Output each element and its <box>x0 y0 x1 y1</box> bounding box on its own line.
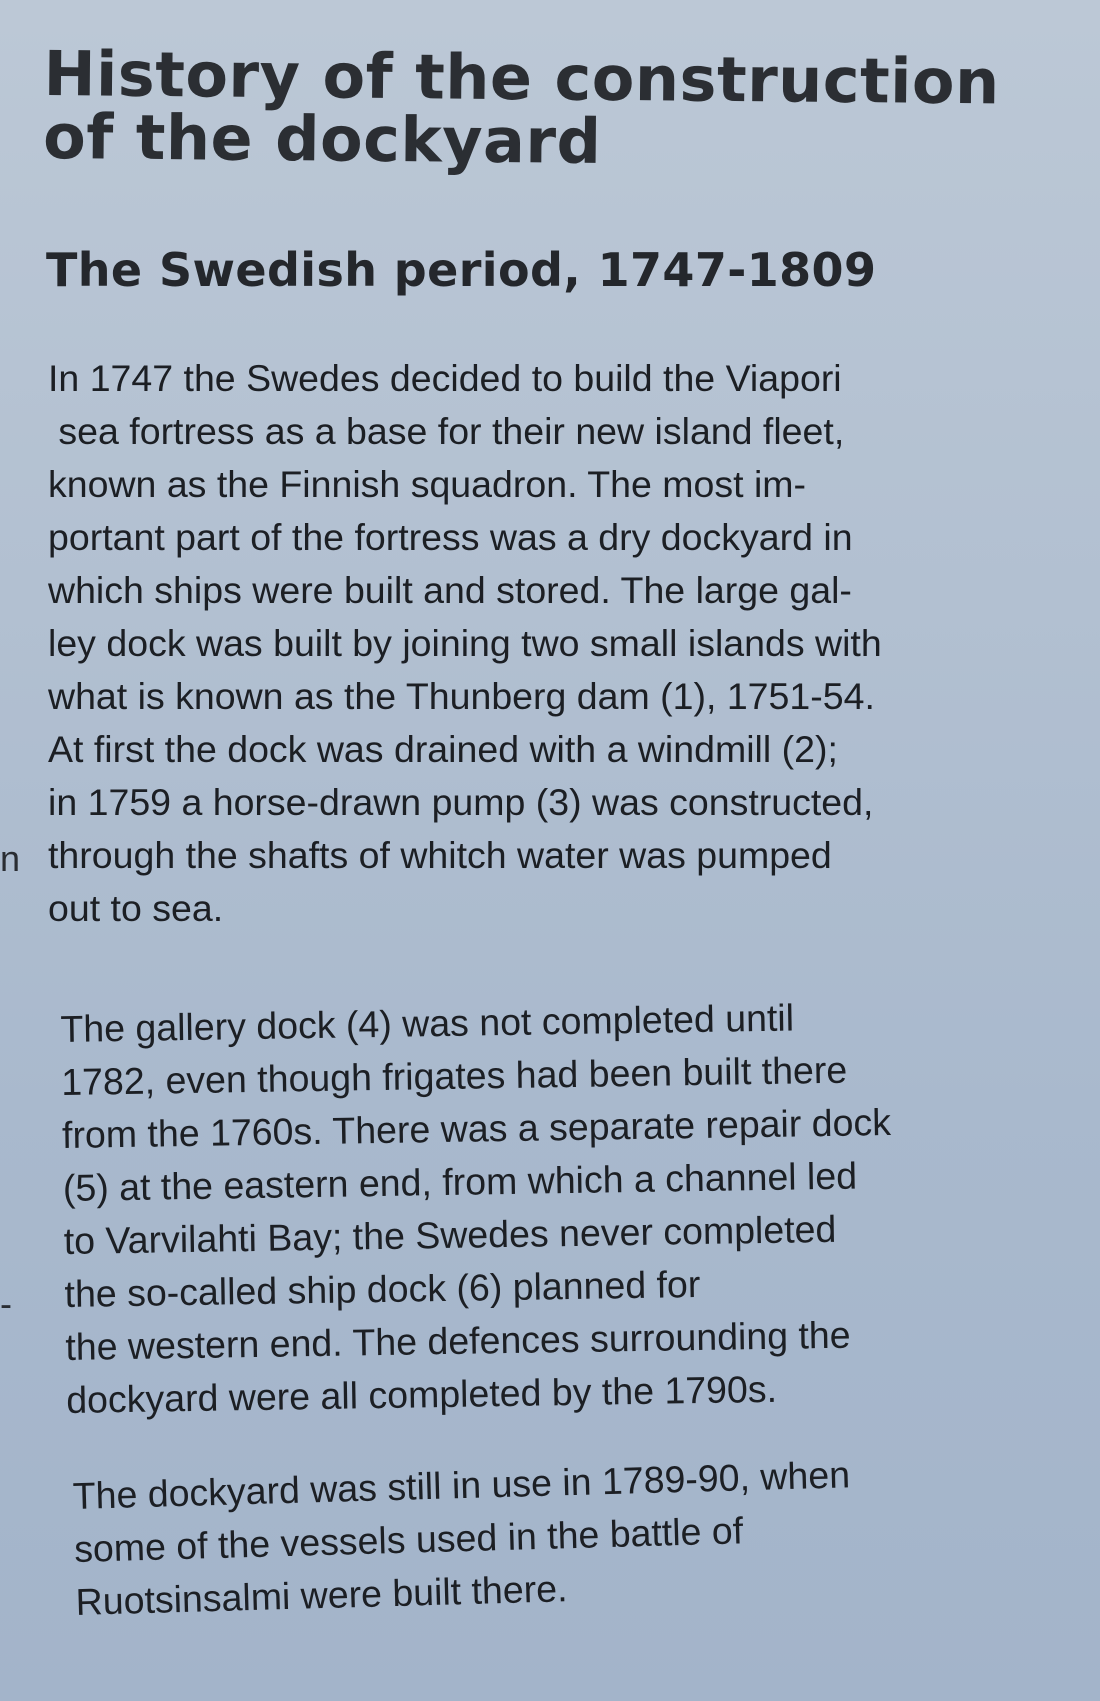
text-line: The dockyard was still in use in 1789-90, when <box>72 1453 851 1517</box>
text-line: (5) at the eastern end, from which a channel led <box>62 1154 858 1209</box>
text-line: the western end. The defences surrounding the <box>65 1313 851 1368</box>
text-line: which ships were built and stored. The large gal- <box>48 569 852 611</box>
text-line: ley dock was built by joining two small islands with <box>48 622 882 664</box>
title-line: History of the construction <box>43 37 1001 119</box>
text-line: through the shafts of whitch water was pumped <box>48 834 832 876</box>
paragraph-2 <box>60 990 895 1427</box>
text-line: Ruotsinsalmi were built there. <box>75 1567 568 1623</box>
sign-title <box>42 37 1001 178</box>
text-line: In 1747 the Swedes decided to build the Viapori <box>48 357 842 399</box>
text-line: portant part of the fortress was a dry dockyard in <box>48 516 853 558</box>
text-line: The gallery dock (4) was not completed until <box>60 996 795 1050</box>
paragraph-3 <box>72 1448 854 1629</box>
text-line: what is known as the Thunberg dam (1), 1751-54. <box>48 675 875 717</box>
text-line: in 1759 a horse-drawn pump (3) was constructed, <box>48 781 874 823</box>
title-line: of the dockyard <box>42 99 602 178</box>
sign-subtitle: The Swedish period, 1747-1809 <box>46 243 877 297</box>
text-line: some of the vessels used in the battle of <box>73 1509 744 1570</box>
paragraph-1 <box>48 352 882 935</box>
edge-mark: n <box>0 838 21 879</box>
text-line: known as the Finnish squadron. The most im- <box>48 463 807 505</box>
text-line: dockyard were all completed by the 1790s. <box>65 1367 778 1421</box>
text-line: to Varvilahti Bay; the Swedes never completed <box>63 1207 837 1262</box>
text-line: At first the dock was drained with a windmill (2); <box>48 728 838 770</box>
text-line: 1782, even though frigates had been built there <box>60 1048 848 1103</box>
text-line: sea fortress as a base for their new island fleet, <box>48 410 845 452</box>
text-line: out to sea. <box>48 887 224 929</box>
edge-mark: - <box>0 1283 12 1324</box>
text-line: the so-called ship dock (6) planned for <box>64 1262 701 1315</box>
text-line: from the 1760s. There was a separate repair dock <box>61 1100 892 1156</box>
